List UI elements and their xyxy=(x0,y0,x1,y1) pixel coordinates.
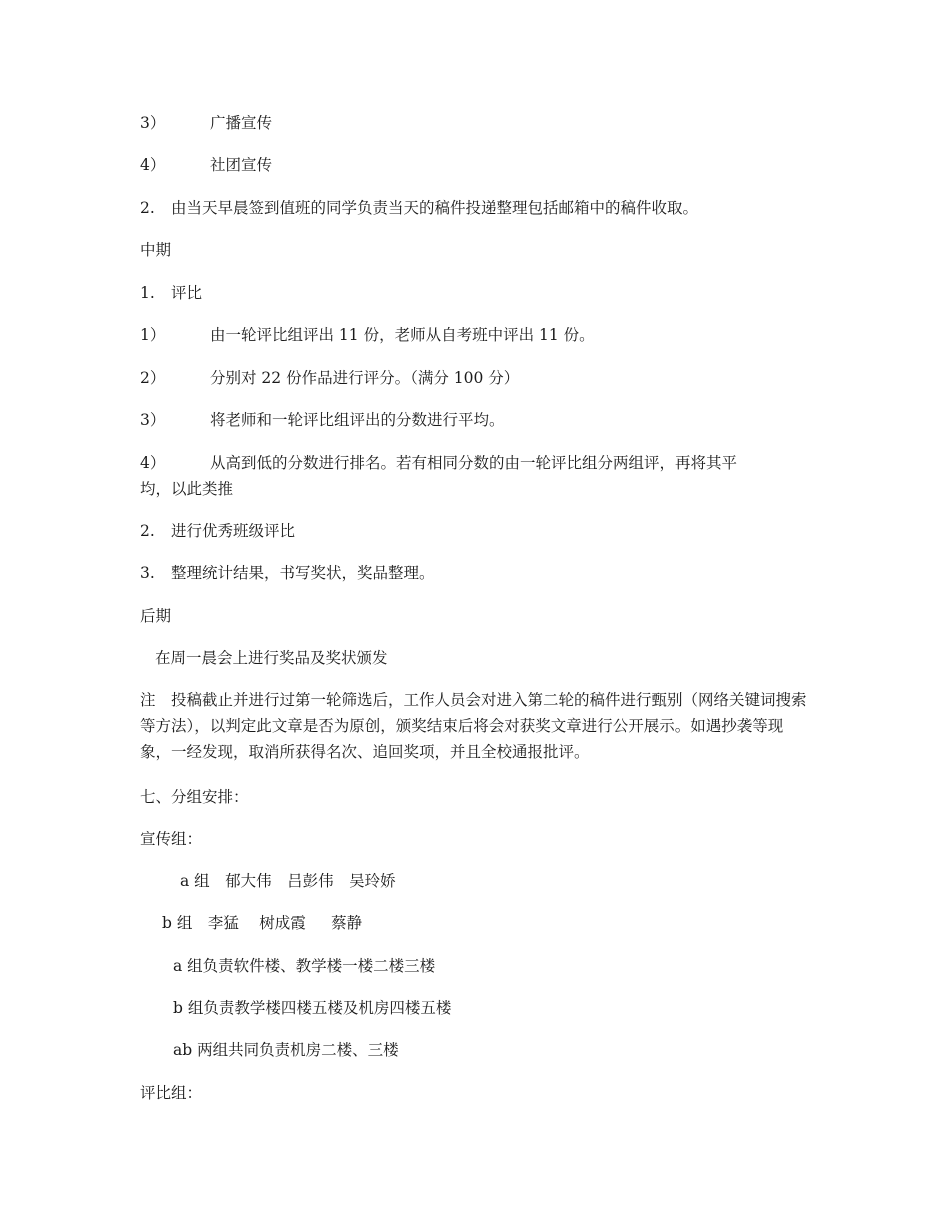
list-text: 广播宣传 xyxy=(210,114,273,132)
list-item-select xyxy=(140,324,595,346)
list-text: 整理统计结果，书写奖状，奖品整理。 xyxy=(171,564,435,582)
list-number: 3） xyxy=(140,411,166,429)
list-text: 将老师和一轮评比组评出的分数进行平均。 xyxy=(210,411,505,429)
section-heading-late: 后期 xyxy=(140,607,172,625)
list-number: 2. xyxy=(140,522,155,540)
list-item-rank xyxy=(140,452,737,474)
list-item-rank-continued: 均，以此类推 xyxy=(140,480,234,498)
list-number: 1. xyxy=(140,284,155,302)
group-a-duty: a 组负责软件楼、教学楼一楼二楼三楼 xyxy=(173,957,436,975)
list-number: 2. xyxy=(140,199,155,217)
list-number: 3） xyxy=(140,114,166,132)
list-text: 进行优秀班级评比 xyxy=(171,522,296,540)
list-number: 4） xyxy=(140,156,166,174)
award-ceremony-text: 在周一晨会上进行奖品及奖状颁发 xyxy=(155,649,388,667)
list-number: 2） xyxy=(140,369,166,387)
list-item-average xyxy=(140,409,505,431)
list-text: 分别对 22 份作品进行评分。（满分 100 分） xyxy=(210,369,520,387)
list-item-class-award xyxy=(140,520,295,542)
list-item-broadcast xyxy=(140,112,272,134)
list-item-results xyxy=(140,562,435,584)
group-ab-duty: ab 两组共同负责机房二楼、三楼 xyxy=(173,1041,399,1059)
section-heading-mid: 中期 xyxy=(140,241,172,259)
judging-group-heading: 评比组： xyxy=(140,1084,203,1102)
list-text: 由一轮评比组评出 11 份，老师从自考班中评出 11 份。 xyxy=(210,326,595,344)
list-item-duty xyxy=(140,197,698,219)
list-number: 1） xyxy=(140,326,166,344)
list-item-judging xyxy=(140,282,202,304)
list-text: 从高到低的分数进行排名。若有相同分数的由一轮评比组分两组评，再将其平 xyxy=(210,454,738,472)
list-number: 3. xyxy=(140,564,155,582)
group-a-members: a 组 郁大伟 吕彭伟 吴玲娇 xyxy=(180,872,396,890)
list-number: 4） xyxy=(140,454,166,472)
list-item-score xyxy=(140,367,519,389)
group-b-duty: b 组负责教学楼四楼五楼及机房四楼五楼 xyxy=(173,999,452,1017)
section-heading-groups: 七、分组安排： xyxy=(140,788,249,806)
note-paragraph: 注 投稿截止并进行过第一轮筛选后，工作人员会对进入第二轮的稿件进行甄别（网络关键词搜索等方法），以判定此文章是否为原创，颁奖结束后将会对获奖文章进行公开展示。如遇抄袭等现象，一经发现，取消所获得名次、追回奖项，并且全校通报批评。 xyxy=(140,691,807,761)
list-text: 由当天早晨签到值班的同学负责当天的稿件投递整理包括邮箱中的稿件收取。 xyxy=(171,199,699,217)
list-item-club xyxy=(140,154,272,176)
publicity-group-heading: 宣传组： xyxy=(140,830,203,848)
list-text: 社团宣传 xyxy=(210,156,273,174)
group-b-members: b 组 李猛 树成霞 蔡静 xyxy=(162,914,363,932)
list-text: 评比 xyxy=(171,284,203,302)
